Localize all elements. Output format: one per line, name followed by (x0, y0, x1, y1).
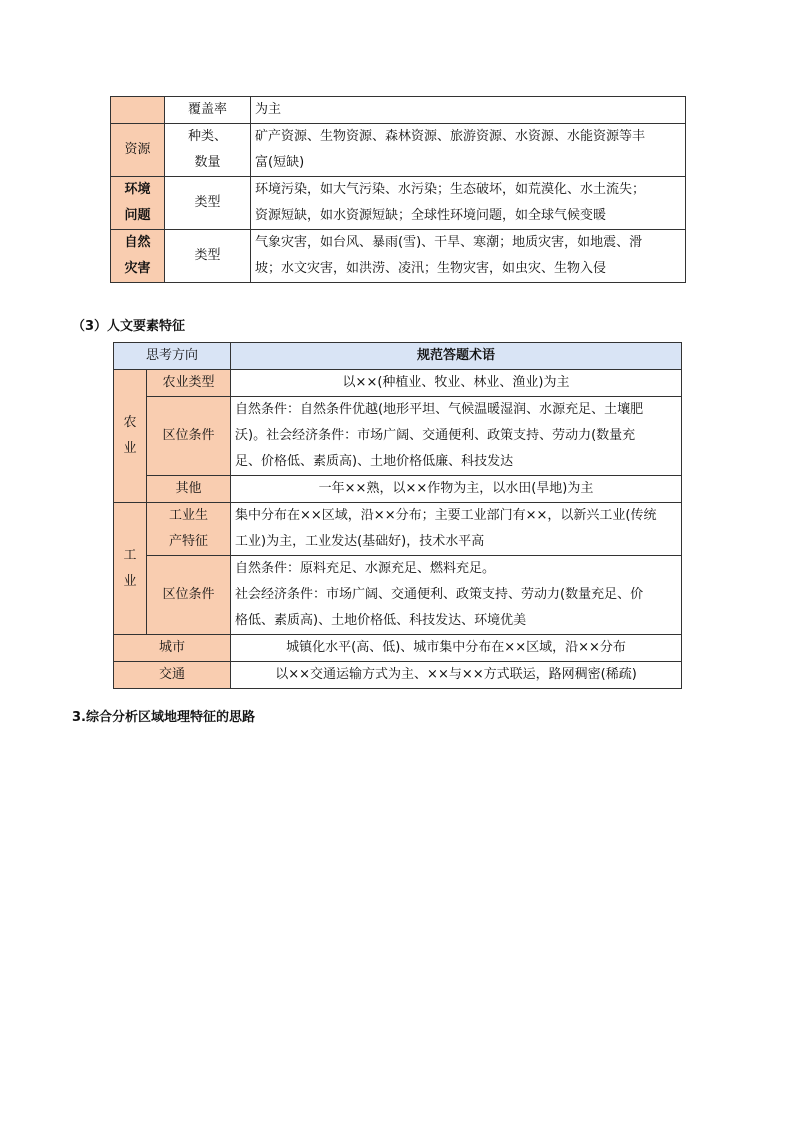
group-cell: 环境 问题 (111, 177, 165, 230)
desc-cell: 以××交通运输方式为主、××与××方式联运，路网稠密(稀疏) (231, 662, 682, 689)
desc-cell: 气象灾害，如台风、暴雨(雪)、干旱、寒潮；地质灾害，如地震、滑 坡；水文灾害，如洪涝、凌汛；生物灾害，如虫灾、生物入侵 (251, 230, 686, 283)
desc-cell: 自然条件：自然条件优越(地形平坦、气候温暖湿润、水源充足、土壤肥 沃)。社会经济条件：市场广阔、交通便利、政策支持、劳动力(数量充 足、价格低、素质高)、土地价格低廉、科技发达 (231, 397, 682, 476)
city-label: 城市 (114, 635, 231, 662)
attr-cell: 区位条件 (147, 556, 231, 635)
natural-features-table (110, 96, 686, 283)
attr-cell: 类型 (165, 177, 251, 230)
table-header-row (114, 343, 682, 370)
attr-cell: 区位条件 (147, 397, 231, 476)
group-cell: 资源 (111, 124, 165, 177)
header-direction: 思考方向 (114, 343, 231, 370)
group-cell: 自然 灾害 (111, 230, 165, 283)
attr-cell: 农业类型 (147, 370, 231, 397)
desc-cell: 矿产资源、生物资源、森林资源、旅游资源、水资源、水能资源等丰 富(短缺) (251, 124, 686, 177)
section-heading: （3）人文要素特征 (72, 319, 186, 334)
table-row (111, 177, 686, 230)
header-terms: 规范答题术语 (231, 343, 682, 370)
industry-group-cell (114, 503, 147, 635)
desc-cell: 集中分布在××区域，沿××分布；主要工业部门有××，以新兴工业(传统 工业)为主，工业发达(基础好)，技术水平高 (231, 503, 682, 556)
table-row (111, 230, 686, 283)
table-row (111, 97, 686, 124)
attr-cell: 工业生 产特征 (147, 503, 231, 556)
desc-cell: 环境污染，如大气污染、水污染；生态破坏，如荒漠化、水土流失； 资源短缺，如水资源短缺；全球性环境问题，如全球气候变暖 (251, 177, 686, 230)
table-row (114, 635, 682, 662)
desc-cell: 一年××熟，以××作物为主，以水田(旱地)为主 (231, 476, 682, 503)
agriculture-group-cell (114, 370, 147, 503)
table-row (114, 556, 682, 635)
table-row (114, 397, 682, 476)
desc-cell: 自然条件：原料充足、水源充足、燃料充足。 社会经济条件：市场广阔、交通便利、政策支持、劳动力(数量充足、价 格低、素质高)、土地价格低、科技发达、环境优美 (231, 556, 682, 635)
attr-cell: 类型 (165, 230, 251, 283)
desc-cell: 为主 (251, 97, 686, 124)
table-row (111, 124, 686, 177)
group-cell (111, 97, 165, 124)
table-row (114, 503, 682, 556)
attr-cell: 种类、 数量 (165, 124, 251, 177)
table-row (114, 662, 682, 689)
table-row (114, 370, 682, 397)
attr-cell: 其他 (147, 476, 231, 503)
human-features-table (113, 342, 682, 689)
desc-cell: 城镇化水平(高、低)、城市集中分布在××区域，沿××分布 (231, 635, 682, 662)
desc-cell: 以××(种植业、牧业、林业、渔业)为主 (231, 370, 682, 397)
transport-label: 交通 (114, 662, 231, 689)
industry-label: 工业 (123, 547, 137, 589)
table-row (114, 476, 682, 503)
agriculture-label: 农业 (123, 415, 137, 456)
section-heading: 3.综合分析区域地理特征的思路 (72, 710, 255, 725)
attr-cell: 覆盖率 (165, 97, 251, 124)
